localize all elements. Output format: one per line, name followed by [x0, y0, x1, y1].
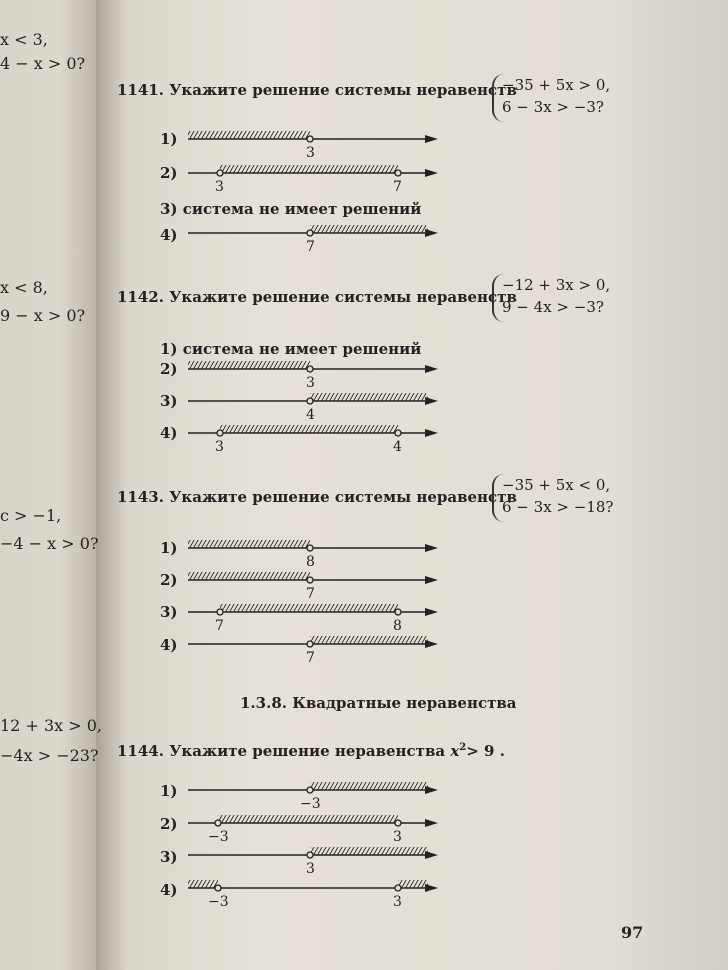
option-label: 2): [160, 164, 178, 182]
system-line: 6 − 3x > −18?: [502, 498, 614, 516]
hatching: [218, 815, 398, 823]
number-line-1143-1: [180, 535, 450, 569]
open-point: [307, 577, 313, 583]
point-label: 8: [393, 618, 402, 634]
option-label: 2): [160, 571, 178, 589]
option-label: 1): [160, 130, 178, 148]
problem-text: Укажите решение системы неравенств: [169, 81, 517, 99]
arrow-icon: [425, 608, 438, 616]
hatching: [220, 165, 398, 173]
point-label: 3: [215, 439, 224, 455]
problem-number: 1141.: [117, 81, 164, 99]
number-line-1143-2: [180, 567, 450, 601]
system-line: 9 − 4x > −3?: [502, 298, 604, 316]
option-label: 4): [160, 881, 178, 899]
option-label: 2): [160, 360, 178, 378]
open-point: [395, 820, 401, 826]
point-label: −3: [208, 894, 229, 910]
number-line-1144-1: [180, 777, 450, 811]
hatching: [310, 636, 428, 644]
point-label: −3: [300, 796, 321, 812]
point-label: 4: [393, 439, 402, 455]
inequality-system-1141: [492, 74, 652, 122]
open-point: [307, 136, 313, 142]
arrow-icon: [425, 819, 438, 827]
point-label: 3: [393, 894, 402, 910]
arrow-icon: [425, 544, 438, 552]
arrow-icon: [425, 169, 438, 177]
option-label: 3): [160, 392, 178, 410]
expr-exponent: 2: [459, 742, 467, 753]
system-line: −35 + 5x > 0,: [502, 76, 611, 94]
number-line-1141-1: [180, 126, 450, 160]
hatching: [310, 847, 428, 855]
problem-number: 1143.: [117, 488, 164, 506]
option-text: система не имеет решений: [182, 200, 422, 218]
hatching: [188, 361, 310, 369]
section-title: 1.3.8. Квадратные неравенства: [240, 694, 517, 712]
option-3-text-row: [160, 200, 421, 218]
arrow-icon: [425, 365, 438, 373]
option-label: 4): [160, 636, 178, 654]
hatching: [310, 225, 428, 233]
point-label: 7: [306, 650, 315, 666]
open-point: [217, 170, 223, 176]
problem-text: Укажите решение неравенства: [169, 742, 446, 760]
expr-rest: > 9 .: [466, 742, 505, 760]
open-point: [395, 430, 401, 436]
left-page: [0, 0, 100, 970]
left-fragment: x < 3,: [0, 30, 48, 49]
point-label: 7: [215, 618, 224, 634]
open-point: [217, 609, 223, 615]
left-fragment: c > −1,: [0, 506, 62, 525]
number-line-1141-4: [180, 220, 450, 254]
page-number: 97: [621, 923, 644, 942]
option-label: 1): [160, 782, 178, 800]
hatching: [220, 604, 398, 612]
arrow-icon: [425, 135, 438, 143]
number-line-1144-3: [180, 842, 450, 876]
point-label: −3: [208, 829, 229, 845]
point-label: 7: [306, 239, 315, 255]
open-point: [395, 170, 401, 176]
left-fragment: 12 + 3x > 0,: [0, 716, 102, 735]
open-point: [307, 787, 313, 793]
option-label: 3): [160, 603, 178, 621]
point-label: 3: [306, 145, 315, 161]
open-point: [307, 398, 313, 404]
problem-1143-heading: [117, 488, 517, 506]
problem-1141-heading: [117, 81, 517, 99]
open-point: [217, 430, 223, 436]
number-line-1144-2: [180, 810, 450, 844]
open-point: [307, 641, 313, 647]
hatching: [188, 540, 310, 548]
open-point: [307, 545, 313, 551]
left-fragment: −4 − x > 0?: [0, 534, 99, 553]
option-label: 2): [160, 815, 178, 833]
hatching: [310, 393, 428, 401]
hatching: [188, 572, 310, 580]
left-fragment: −4x > −23?: [0, 746, 99, 765]
option-label: 4): [160, 226, 178, 244]
number-line-1143-3: [180, 599, 450, 633]
left-fragment: 4 − x > 0?: [0, 54, 86, 73]
option-label: 3): [160, 200, 178, 218]
hatching: [310, 782, 428, 790]
problem-number: 1142.: [117, 288, 164, 306]
problem-text: Укажите решение системы неравенств: [169, 288, 517, 306]
system-line: −35 + 5x < 0,: [502, 476, 611, 494]
number-line-1142-4: [180, 420, 450, 454]
option-text: система не имеет решений: [182, 340, 422, 358]
point-label: 4: [306, 407, 315, 423]
problem-text: Укажите решение системы неравенств: [169, 488, 517, 506]
hatching: [188, 880, 218, 888]
open-point: [215, 820, 221, 826]
left-fragment: 9 − x > 0?: [0, 306, 86, 325]
problem-1144-heading: [117, 742, 505, 760]
system-line: 6 − 3x > −3?: [502, 98, 604, 116]
point-label: 3: [306, 861, 315, 877]
left-fragment: x < 8,: [0, 278, 48, 297]
open-point: [215, 885, 221, 891]
hatching: [220, 425, 398, 433]
inequality-system-1142: [492, 274, 652, 322]
point-label: 3: [306, 375, 315, 391]
point-label: 8: [306, 554, 315, 570]
problem-1142-heading: [117, 288, 517, 306]
option-label: 3): [160, 848, 178, 866]
number-line-1141-2: [180, 160, 450, 194]
point-label: 7: [306, 586, 315, 602]
open-point: [307, 852, 313, 858]
open-point: [395, 885, 401, 891]
problem-number: 1144.: [117, 742, 164, 760]
arrow-icon: [425, 429, 438, 437]
number-line-1144-4: [180, 875, 450, 909]
option-label: 1): [160, 340, 178, 358]
option-label: 1): [160, 539, 178, 557]
system-line: −12 + 3x > 0,: [502, 276, 611, 294]
number-line-1143-4: [180, 631, 450, 665]
inequality-expression: [450, 742, 505, 760]
point-label: 3: [393, 829, 402, 845]
arrow-icon: [425, 576, 438, 584]
option-label: 4): [160, 424, 178, 442]
open-point: [307, 230, 313, 236]
open-point: [395, 609, 401, 615]
point-label: 7: [393, 179, 402, 195]
open-point: [307, 366, 313, 372]
hatching: [398, 880, 428, 888]
inequality-system-1143: [492, 474, 652, 522]
expr-base: x: [450, 742, 460, 760]
point-label: 3: [215, 179, 224, 195]
number-line-1142-3: [180, 388, 450, 422]
number-line-1142-2: [180, 356, 450, 390]
hatching: [188, 131, 310, 139]
